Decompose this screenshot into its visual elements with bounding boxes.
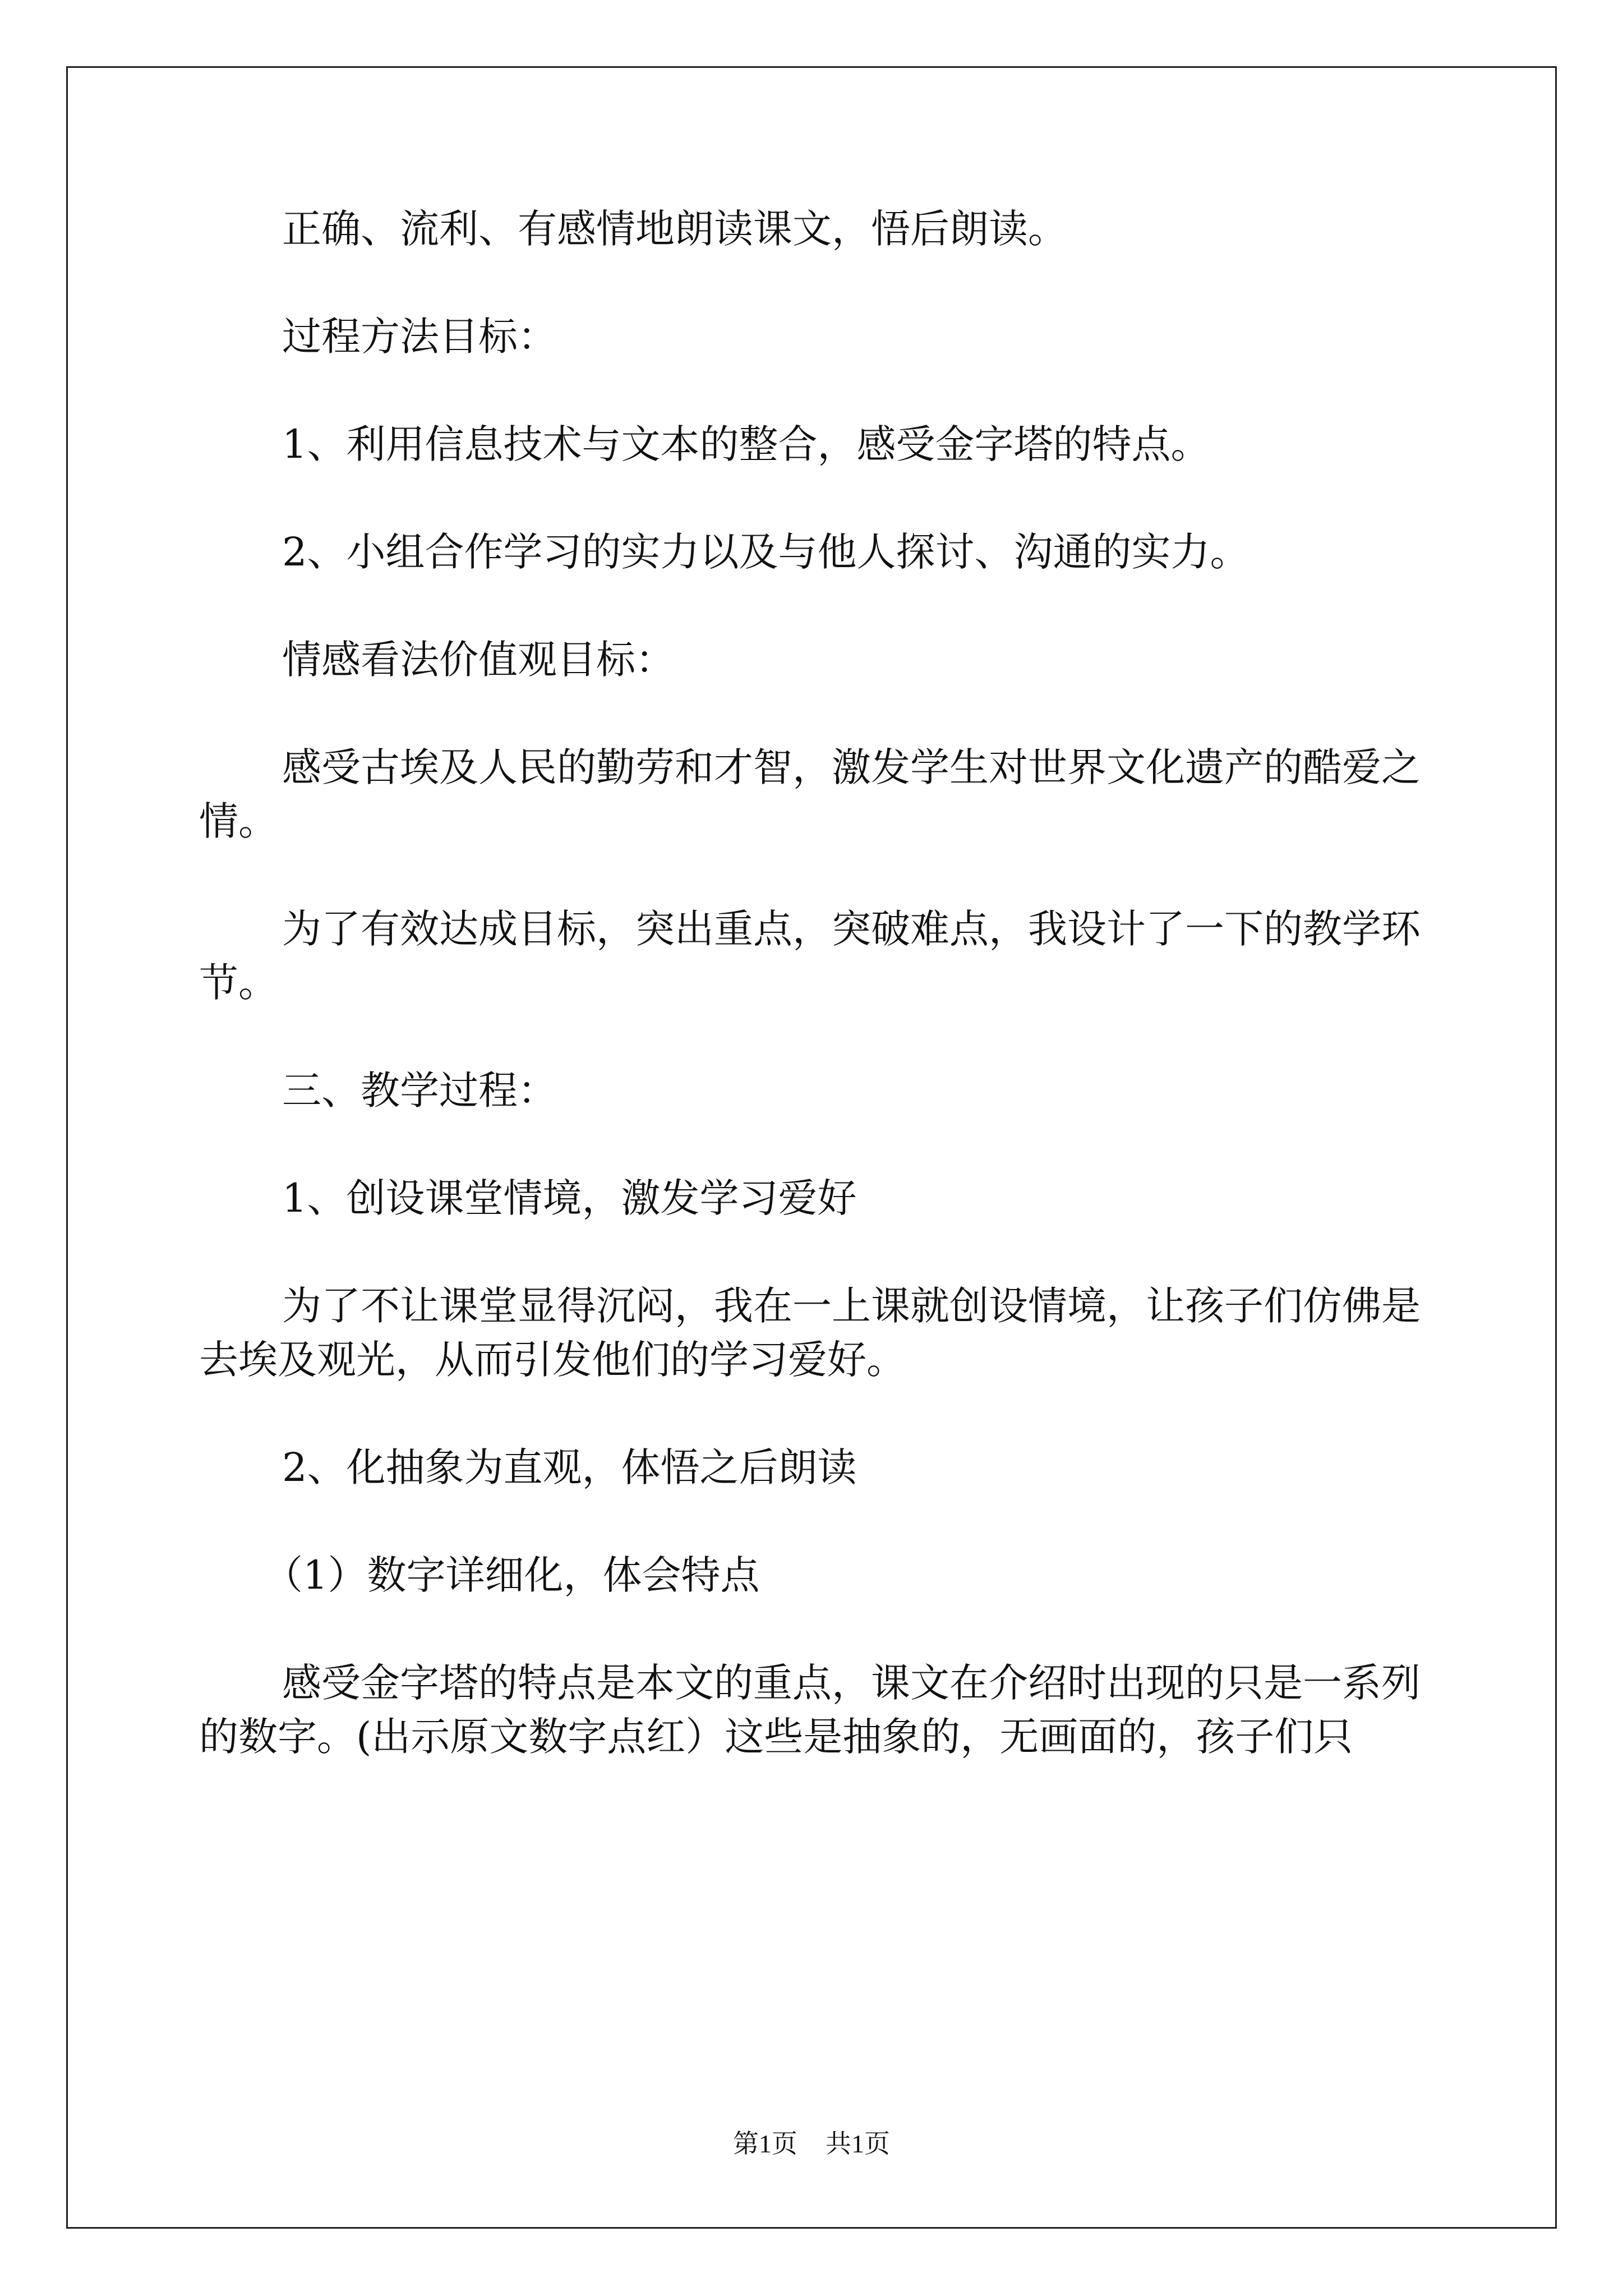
paragraph: 过程方法目标： <box>282 314 557 360</box>
paragraph: 三、教学过程： <box>282 1068 557 1114</box>
paragraph: 2、小组合作学习的实力以及与他人探讨、沟通的实力。 <box>282 529 1249 575</box>
paragraph: 1、利用信息技术与文本的整合，感受金字塔的特点。 <box>282 421 1210 467</box>
paragraph: 为了有效达成目标，突出重点，突破难点，我设计了一下的教学环节。 <box>199 906 1421 1006</box>
paragraph: 正确、流利、有感情地朗读课文，悟后朗读。 <box>282 206 1067 252</box>
paragraph: 情感看法价值观目标： <box>282 637 675 683</box>
paragraph: 1、创设课堂情境，激发学习爱好 <box>282 1175 857 1221</box>
paragraph: 感受金字塔的特点是本文的重点，课文在介绍时出现的只是一系列的数字。(出示原文数字点红）这些是抽象的，无画面的，孩子们只 <box>199 1660 1421 1760</box>
page-number-total: 共1页 <box>826 2129 890 2158</box>
paragraph: 2、化抽象为直观，体悟之后朗读 <box>282 1444 857 1490</box>
paragraph: 为了不让课堂显得沉闷，我在一上课就创设情境，让孩子们仿佛是去埃及观光，从而引发他们的学习爱好。 <box>199 1283 1421 1383</box>
page-number-current: 第1页 <box>733 2129 797 2158</box>
page-footer <box>0 2123 1623 2160</box>
paragraph: 感受古埃及人民的勤劳和才智，激发学生对世界文化遗产的酷爱之情。 <box>199 744 1421 844</box>
paragraph: （1）数字详细化，体会特点 <box>264 1552 760 1598</box>
document-body <box>199 202 1427 1818</box>
